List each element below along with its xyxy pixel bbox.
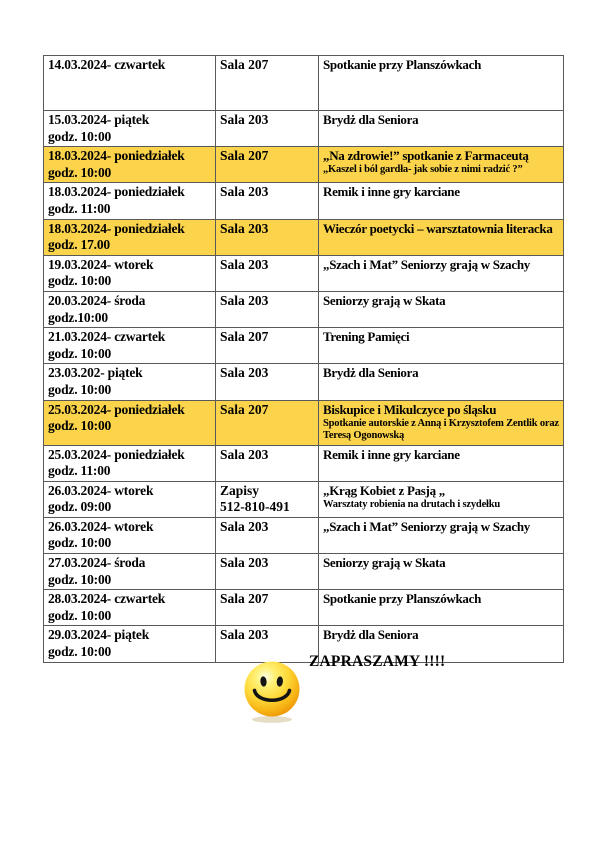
date-cell [44,445,216,481]
room-label: Sala 203 [220,256,269,272]
table-row [44,590,564,626]
event-cell [319,445,564,481]
event-cell [319,517,564,553]
room-label: Sala 207 [220,591,269,607]
event-time: godz. 17.00 [48,237,110,253]
room-cell [216,328,319,364]
event-date: 18.03.2024- poniedziałek [48,148,185,164]
date-cell [44,147,216,183]
event-date: 28.03.2024- czwartek [48,591,166,607]
room-cell [216,291,319,327]
event-time: godz. 10:00 [48,164,112,180]
room-label: Sala 207 [220,401,269,417]
date-cell [44,590,216,626]
room-phone: 512-810-491 [220,499,290,515]
event-date: 14.03.2024- czwartek [48,57,166,72]
event-time: godz.10:00 [48,309,108,325]
event-date: 26.03.2024- wtorek [48,518,154,534]
table-row [44,183,564,219]
event-title: Remik i inne gry karciane [323,184,460,200]
event-date: 18.03.2024- poniedziałek [48,220,185,236]
event-time: godz. 10:00 [48,571,112,587]
event-date: 21.03.2024- czwartek [48,329,166,345]
table-row [44,445,564,481]
date-cell [44,481,216,517]
room-cell [216,517,319,553]
date-cell [44,364,216,400]
event-time: godz. 10:00 [48,418,112,434]
event-cell [319,219,564,255]
table-row [44,328,564,364]
room-label: Sala 207 [220,57,269,72]
event-title: Seniorzy grają w Skata [323,292,446,308]
room-cell [216,445,319,481]
event-title: Trening Pamięci [323,329,410,345]
date-cell [44,111,216,147]
invitation-text: ZAPRASZAMY !!!! [309,653,446,670]
event-cell [319,590,564,626]
event-title: Brydż dla Seniora [323,112,419,127]
event-cell [319,255,564,291]
event-date: 25.03.2024- poniedziałek [48,446,185,462]
event-title: Spotkanie przy Planszówkach [323,591,482,607]
table-row [44,255,564,291]
event-subtitle: Warsztaty robienia na drutach i szydełku [323,498,501,510]
date-cell [44,183,216,219]
date-cell [44,56,216,111]
table-row [44,56,564,111]
room-label: Sala 203 [220,518,269,534]
event-title: Remik i inne gry karciane [323,446,460,462]
table-row [44,517,564,553]
room-label: Sala 207 [220,148,269,164]
date-cell [44,255,216,291]
room-label: Zapisy [220,482,260,498]
event-cell [319,554,564,590]
table-row [44,400,564,445]
room-label: Sala 203 [220,627,269,643]
room-label: Sala 203 [220,292,269,308]
event-time: godz. 10:00 [48,644,112,660]
event-cell [319,328,564,364]
event-title: Brydż dla Seniora [323,627,419,643]
event-date: 26.03.2024- wtorek [48,482,154,498]
date-cell [44,626,216,662]
event-date: 25.03.2024- poniedziałek [48,401,185,417]
table-row [44,111,564,147]
event-title: „Krąg Kobiet z Pasją „ [323,482,445,498]
date-cell [44,400,216,445]
room-cell [216,400,319,445]
event-title: „Szach i Mat” Seniorzy grają w Szachy [323,256,530,272]
room-cell [216,481,319,517]
room-cell [216,111,319,147]
event-cell [319,56,564,111]
event-subtitle: Spotkanie autorskie z Anną i Krzysztofem Zentlik oraz Teresą Ogonowską [323,417,559,442]
room-cell [216,364,319,400]
room-cell [216,255,319,291]
event-title: „Na zdrowie!” spotkanie z Farmaceutą [323,148,529,164]
room-label: Sala 203 [220,220,269,236]
event-title: Seniorzy grają w Skata [323,555,446,571]
schedule-body [44,56,564,663]
room-label: Sala 203 [220,112,269,127]
event-time: godz. 10:00 [48,607,112,623]
room-label: Sala 203 [220,184,269,200]
event-title: „Szach i Mat” Seniorzy grają w Szachy [323,518,530,534]
smiley-face-icon [242,660,302,724]
event-cell [319,400,564,445]
event-time: godz. 10:00 [48,273,112,289]
schedule-table [43,55,564,663]
event-time: godz. 10:00 [48,345,112,361]
room-label: Sala 203 [220,446,269,462]
event-title: Wieczór poetycki – warsztatownia literacka [323,220,553,236]
room-label: Sala 203 [220,365,269,381]
table-row [44,364,564,400]
table-row [44,219,564,255]
room-cell [216,626,319,662]
event-date: 18.03.2024- poniedziałek [48,184,185,200]
event-title: Biskupice i Mikulczyce po śląsku [323,401,497,417]
event-time: godz. 11:00 [48,463,111,479]
room-cell [216,554,319,590]
event-date: 20.03.2024- środa [48,292,146,308]
event-time: godz. 10:00 [48,128,112,144]
room-cell [216,147,319,183]
table-row [44,554,564,590]
date-cell [44,517,216,553]
event-date: 19.03.2024- wtorek [48,256,154,272]
event-time: godz. 10:00 [48,535,112,551]
table-row [44,481,564,517]
event-cell [319,183,564,219]
date-cell [44,291,216,327]
room-cell [216,219,319,255]
event-time: godz. 11:00 [48,200,111,216]
event-cell [319,111,564,147]
event-cell [319,147,564,183]
room-label: Sala 203 [220,555,269,571]
room-cell [216,183,319,219]
room-label: Sala 207 [220,329,269,345]
event-cell [319,291,564,327]
table-row [44,626,564,662]
date-cell [44,219,216,255]
event-time: godz. 09:00 [48,499,112,515]
event-date: 15.03.2024- piątek [48,112,150,127]
room-cell [216,590,319,626]
event-date: 23.03.202- piątek [48,365,143,381]
event-date: 29.03.2024- piątek [48,627,150,643]
event-title: Spotkanie przy Planszówkach [323,57,482,72]
event-title: Brydż dla Seniora [323,365,419,381]
date-cell [44,328,216,364]
event-cell [319,364,564,400]
event-cell [319,481,564,517]
event-date: 27.03.2024- środa [48,555,146,571]
table-row [44,291,564,327]
event-time: godz. 10:00 [48,381,112,397]
room-cell [216,56,319,111]
table-row [44,147,564,183]
date-cell [44,554,216,590]
event-subtitle: „Kaszel i ból gardła- jak sobie z nimi radzić ?” [323,164,523,176]
